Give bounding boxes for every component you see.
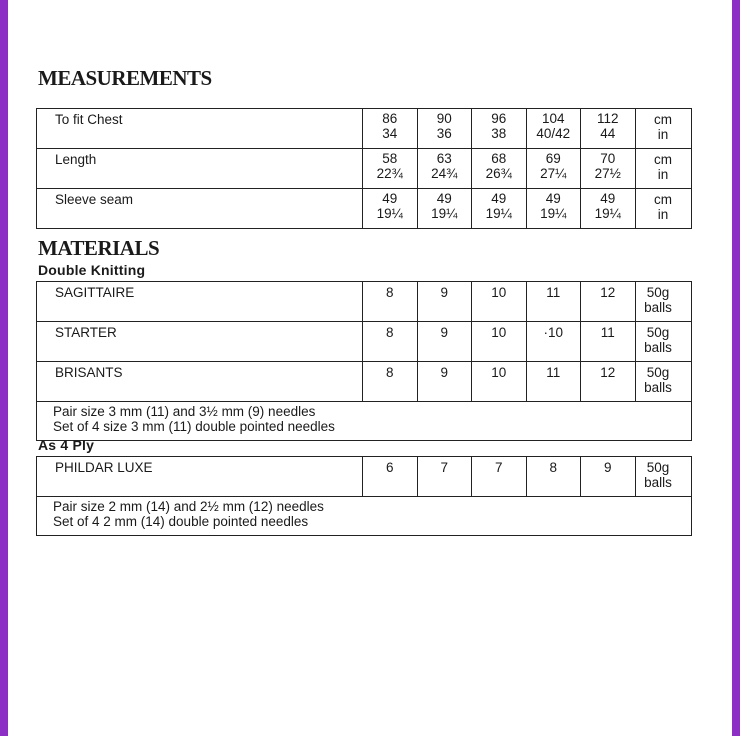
needles-row	[37, 402, 692, 441]
size-value-cell	[581, 109, 636, 149]
unit-cell-text: in	[657, 207, 669, 222]
size-value-cell	[526, 189, 581, 229]
ball-count-cell	[417, 457, 472, 497]
ball-count-cell	[526, 457, 581, 497]
needles-note-text: Pair size 3 mm (11) and 3½ mm (9) needles	[53, 404, 316, 419]
unit-cell	[635, 322, 691, 362]
size-value-cell-text: 27¼	[540, 166, 567, 181]
ball-count-cell-text: 8	[385, 285, 394, 300]
unit-cell-text: in	[657, 127, 669, 142]
size-value-cell-text: 112	[596, 111, 619, 126]
ball-count-cell-text: 6	[385, 460, 394, 475]
size-value-cell-text: 86	[382, 111, 398, 126]
unit-text: 50g	[646, 365, 670, 380]
size-value-cell	[363, 109, 418, 149]
size-value-cell	[417, 189, 472, 229]
size-value-cell-text: 19¼	[485, 206, 512, 221]
measurement-row	[37, 189, 692, 229]
ball-count-cell	[417, 282, 472, 322]
row-label-text: Length	[55, 152, 97, 167]
ball-count-cell	[581, 282, 636, 322]
yarn-name-text: STARTER	[55, 325, 117, 340]
unit-cell	[635, 362, 691, 402]
unit-cell	[635, 282, 691, 322]
unit-stack	[636, 285, 681, 315]
unit-cell	[635, 189, 691, 229]
size-value-cell-text: 19¼	[594, 206, 621, 221]
size-value-cell	[472, 149, 527, 189]
ball-count-cell-text: 11	[546, 365, 561, 380]
unit-text: balls	[644, 340, 672, 355]
unit-text: 50g	[646, 285, 670, 300]
size-value-cell-text: 68	[491, 151, 507, 166]
ball-count-cell-text: 9	[440, 325, 448, 340]
size-value-cell-text: 49	[491, 191, 507, 206]
measurements-heading: MEASUREMENTS	[38, 66, 212, 90]
unit-text: balls	[644, 300, 672, 315]
yarn-row	[37, 282, 692, 322]
ball-count-cell	[581, 322, 636, 362]
size-value-cell-text: 49	[600, 191, 616, 206]
ball-count-cell-text: 10	[491, 325, 507, 340]
measurement-row	[37, 109, 692, 149]
materials-heading: MATERIALS	[38, 236, 160, 260]
size-value-cell-text: 49	[382, 191, 398, 206]
size-value-cell-text: 22¾	[376, 166, 403, 181]
size-value-cell-text: 44	[600, 126, 616, 141]
ball-count-cell	[363, 282, 418, 322]
needles-note-text: Set of 4 size 3 mm (11) double pointed needles	[53, 419, 335, 434]
unit-cell	[635, 109, 691, 149]
ball-count-cell	[472, 322, 527, 362]
four-ply-subheading: As 4 Ply	[38, 437, 95, 453]
yarn-name-text: BRISANTS	[55, 365, 123, 380]
size-value-cell-text: 69	[545, 151, 561, 166]
double-knitting-subheading: Double Knitting	[38, 262, 146, 278]
size-value-cell-text: 19¼	[376, 206, 403, 221]
ball-count-cell-text: 11	[546, 285, 561, 300]
ball-count-cell	[472, 282, 527, 322]
ball-count-cell-text: 12	[600, 365, 616, 380]
ball-count-cell	[526, 282, 581, 322]
size-value-cell-text: 70	[600, 151, 616, 166]
double-knitting-table	[36, 281, 692, 441]
size-value-cell-text: 26¾	[485, 166, 512, 181]
row-label	[37, 149, 363, 189]
unit-cell-text: cm	[654, 192, 672, 207]
row-label-text: To fit Chest	[55, 112, 123, 127]
measurements-table	[36, 108, 692, 229]
ball-count-cell-text: 9	[603, 460, 612, 475]
size-value-cell	[472, 189, 527, 229]
ball-count-cell	[417, 362, 472, 402]
ball-count-cell	[363, 457, 418, 497]
size-value-cell	[472, 109, 527, 149]
ball-count-cell	[363, 322, 418, 362]
ball-count-cell-text: 9	[440, 365, 448, 380]
page-border-left	[0, 0, 8, 736]
needles-row	[37, 497, 692, 536]
ball-count-cell	[363, 362, 418, 402]
size-value-cell-text: 49	[545, 191, 561, 206]
ball-count-cell-text: 8	[549, 460, 557, 475]
size-value-cell-text: 36	[436, 126, 452, 141]
row-label	[37, 109, 363, 149]
ball-count-cell-text: 8	[385, 365, 394, 380]
unit-stack	[636, 325, 681, 355]
ball-count-cell-text: 10	[491, 285, 507, 300]
ball-count-cell-text: 8	[385, 325, 394, 340]
size-value-cell-text: 24¾	[431, 166, 458, 181]
unit-stack	[636, 365, 681, 395]
row-label-text: Sleeve seam	[55, 192, 134, 207]
size-value-cell-text: 63	[436, 151, 452, 166]
needles-note	[37, 497, 692, 536]
yarn-row	[37, 362, 692, 402]
unit-cell-text: in	[657, 167, 669, 182]
size-value-cell	[417, 149, 472, 189]
size-value-cell-text: 40/42	[536, 126, 571, 141]
ball-count-cell-text: 7	[494, 460, 503, 475]
ball-count-cell-text: 9	[440, 285, 448, 300]
measurement-row	[37, 149, 692, 189]
ball-count-cell	[472, 457, 527, 497]
ball-count-cell	[581, 457, 636, 497]
yarn-name-text: SAGITTAIRE	[55, 285, 135, 300]
size-value-cell	[363, 189, 418, 229]
unit-cell	[635, 457, 691, 497]
size-value-cell-text: 96	[491, 111, 507, 126]
size-value-cell-text: 90	[436, 111, 452, 126]
yarn-name	[37, 362, 363, 402]
ball-count-cell	[526, 362, 581, 402]
size-value-cell-text: 19¼	[540, 206, 567, 221]
ball-count-cell-text: 10	[491, 365, 507, 380]
unit-stack	[636, 460, 681, 490]
size-value-cell	[363, 149, 418, 189]
ball-count-cell-text: 11	[600, 325, 615, 340]
ball-count-cell-text: ·10	[543, 325, 563, 340]
four-ply-table	[36, 456, 692, 536]
ball-count-cell	[581, 362, 636, 402]
yarn-name	[37, 457, 363, 497]
needles-note	[37, 402, 692, 441]
ball-count-cell-text: 12	[600, 285, 616, 300]
ball-count-cell	[472, 362, 527, 402]
yarn-name	[37, 282, 363, 322]
unit-text: 50g	[646, 325, 670, 340]
size-value-cell-text: 58	[382, 151, 398, 166]
size-value-cell-text: 27½	[594, 166, 621, 181]
size-value-cell	[526, 109, 581, 149]
needles-note-text: Pair size 2 mm (14) and 2½ mm (12) needles	[53, 499, 324, 514]
size-value-cell-text: 34	[382, 126, 398, 141]
yarn-name	[37, 322, 363, 362]
page-border-right	[732, 0, 740, 736]
size-value-cell	[581, 189, 636, 229]
unit-text: 50g	[646, 460, 670, 475]
size-value-cell	[526, 149, 581, 189]
size-value-cell-text: 19¼	[431, 206, 458, 221]
yarn-name-text: PHILDAR LUXE	[55, 460, 153, 475]
unit-text: balls	[644, 380, 672, 395]
yarn-row	[37, 457, 692, 497]
size-value-cell	[581, 149, 636, 189]
size-value-cell-text: 49	[436, 191, 452, 206]
yarn-row	[37, 322, 692, 362]
size-value-cell	[417, 109, 472, 149]
needles-note-text: Set of 4 2 mm (14) double pointed needles	[53, 514, 309, 529]
ball-count-cell	[417, 322, 472, 362]
unit-cell	[635, 149, 691, 189]
size-value-cell-text: 104	[541, 111, 565, 126]
size-value-cell-text: 38	[491, 126, 507, 141]
unit-cell-text: cm	[654, 152, 672, 167]
ball-count-cell-text: 7	[440, 460, 448, 475]
ball-count-cell	[526, 322, 581, 362]
unit-cell-text: cm	[654, 112, 672, 127]
row-label	[37, 189, 363, 229]
unit-text: balls	[644, 475, 672, 490]
